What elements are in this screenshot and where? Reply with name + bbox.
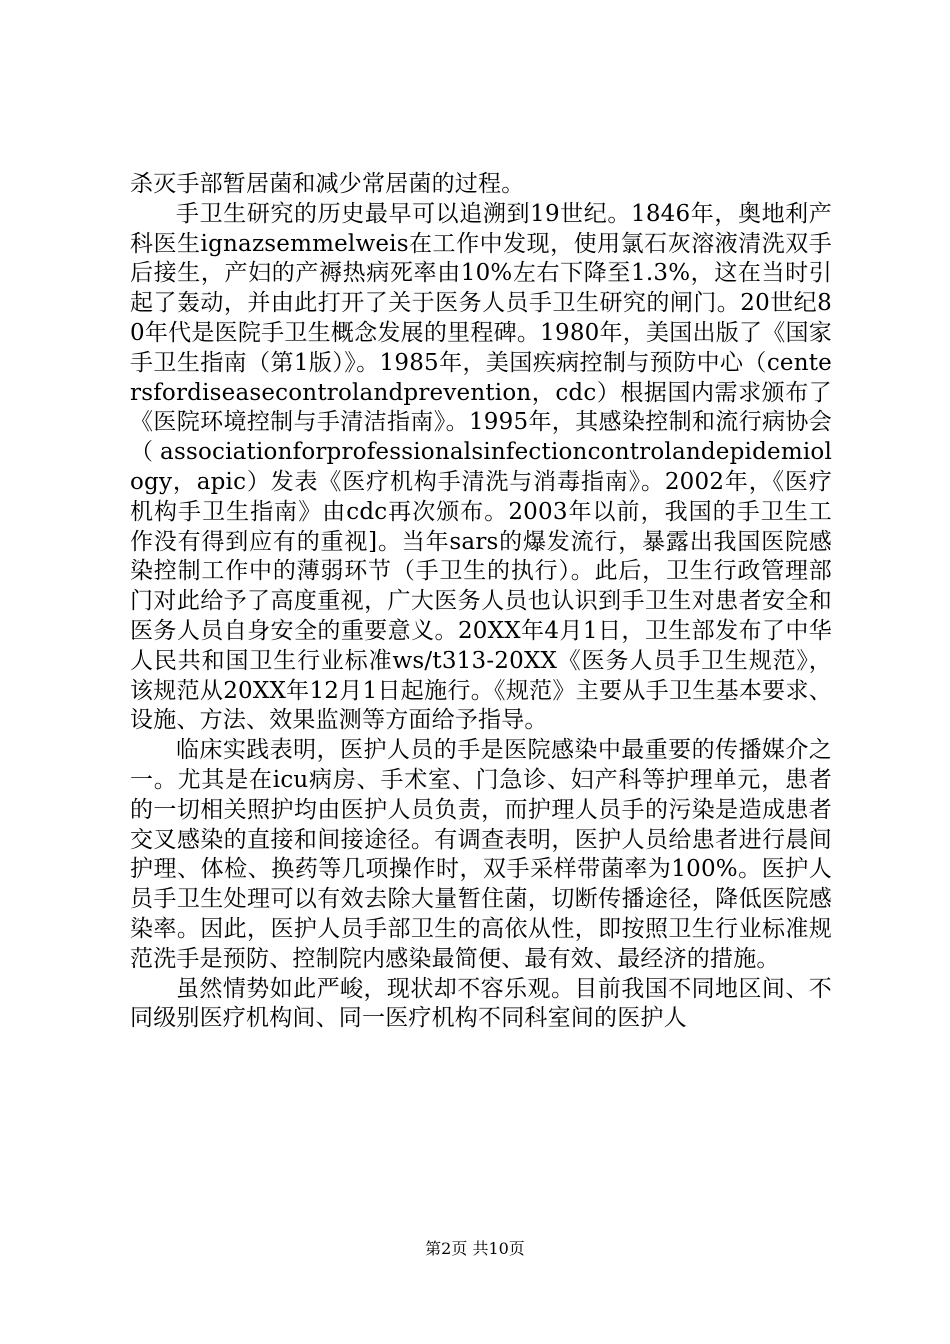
document-body [130, 170, 832, 1034]
paragraph-hand-hygiene-history: 手卫生研究的历史最早可以追溯到19世纪。1846年，奥地利产科医生ignazsemmelweis在工作中发现，使用氯石灰溶液清洗双手后接生，产妇的产褥热病死率由10%左右下降至1.3%，这在当时引起了轰动，并由此打开了关于医务人员手卫生研究的闸门。20世纪80年代是医院手卫生概念发展的里程碑。1980年，美国出版了《国家手卫生指南（第1版）》。1985年，美国疾病控制与预防中心（centersfordiseasecontrolandprevention，cdc）根据国内需求颁布了《医院环境控制与手清洁指南》。1995年，其感染控制和流行病协会（associationforprofessionalsinfectioncontrolandepidemiology，apic）发表《医疗机构手清洗与消毒指南》。2002年，《医疗机构手卫生指南》由cdc再次颁布。2003年以前，我国的手卫生工作没有得到应有的重视]。当年sars的爆发流行，暴露出我国医院感染控制工作中的薄弱环节（手卫生的执行）。此后，卫生行政管理部门对此给予了高度重视，广大医务人员也认识到手卫生对患者安全和医务人员自身安全的重要意义。20XX年4月1日，卫生部发布了中华人民共和国卫生行业标准ws/t313-20XX《医务人员手卫生规范》，该规范从20XX年12月1日起施行。《规范》主要从手卫生基本要求、设施、方法、效果监测等方面给予指导。 [130, 200, 832, 734]
paragraph-clinical-practice: 临床实践表明，医护人员的手是医院感染中最重要的传播媒介之一。尤其是在icu病房、手术室、门急诊、妇产科等护理单元，患者的一切相关照护均由医护人员负责，而护理人员手的污染是造成患者交叉感染的直接和间接途径。有调查表明，医护人员给患者进行晨间护理、体检、换药等几项操作时，双手采样带菌率为100%。医护人员手卫生处理可以有效去除大量暂住菌，切断传播途径，降低医院感染率。因此，医护人员手部卫生的高依从性，即按照卫生行业标准规范洗手是预防、控制院内感染最简便、最有效、最经济的措施。 [130, 737, 832, 972]
page-number-footer: 第2页 共10页 [425, 1239, 525, 1258]
paragraph-current-status: 虽然情势如此严峻，现状却不容乐观。目前我国不同地区间、不同级别医疗机构间、同一医疗机构不同科室间的医护人 [130, 975, 832, 1032]
paragraph-continuation: 杀灭手部暂居菌和减少常居菌的过程。 [130, 171, 525, 197]
